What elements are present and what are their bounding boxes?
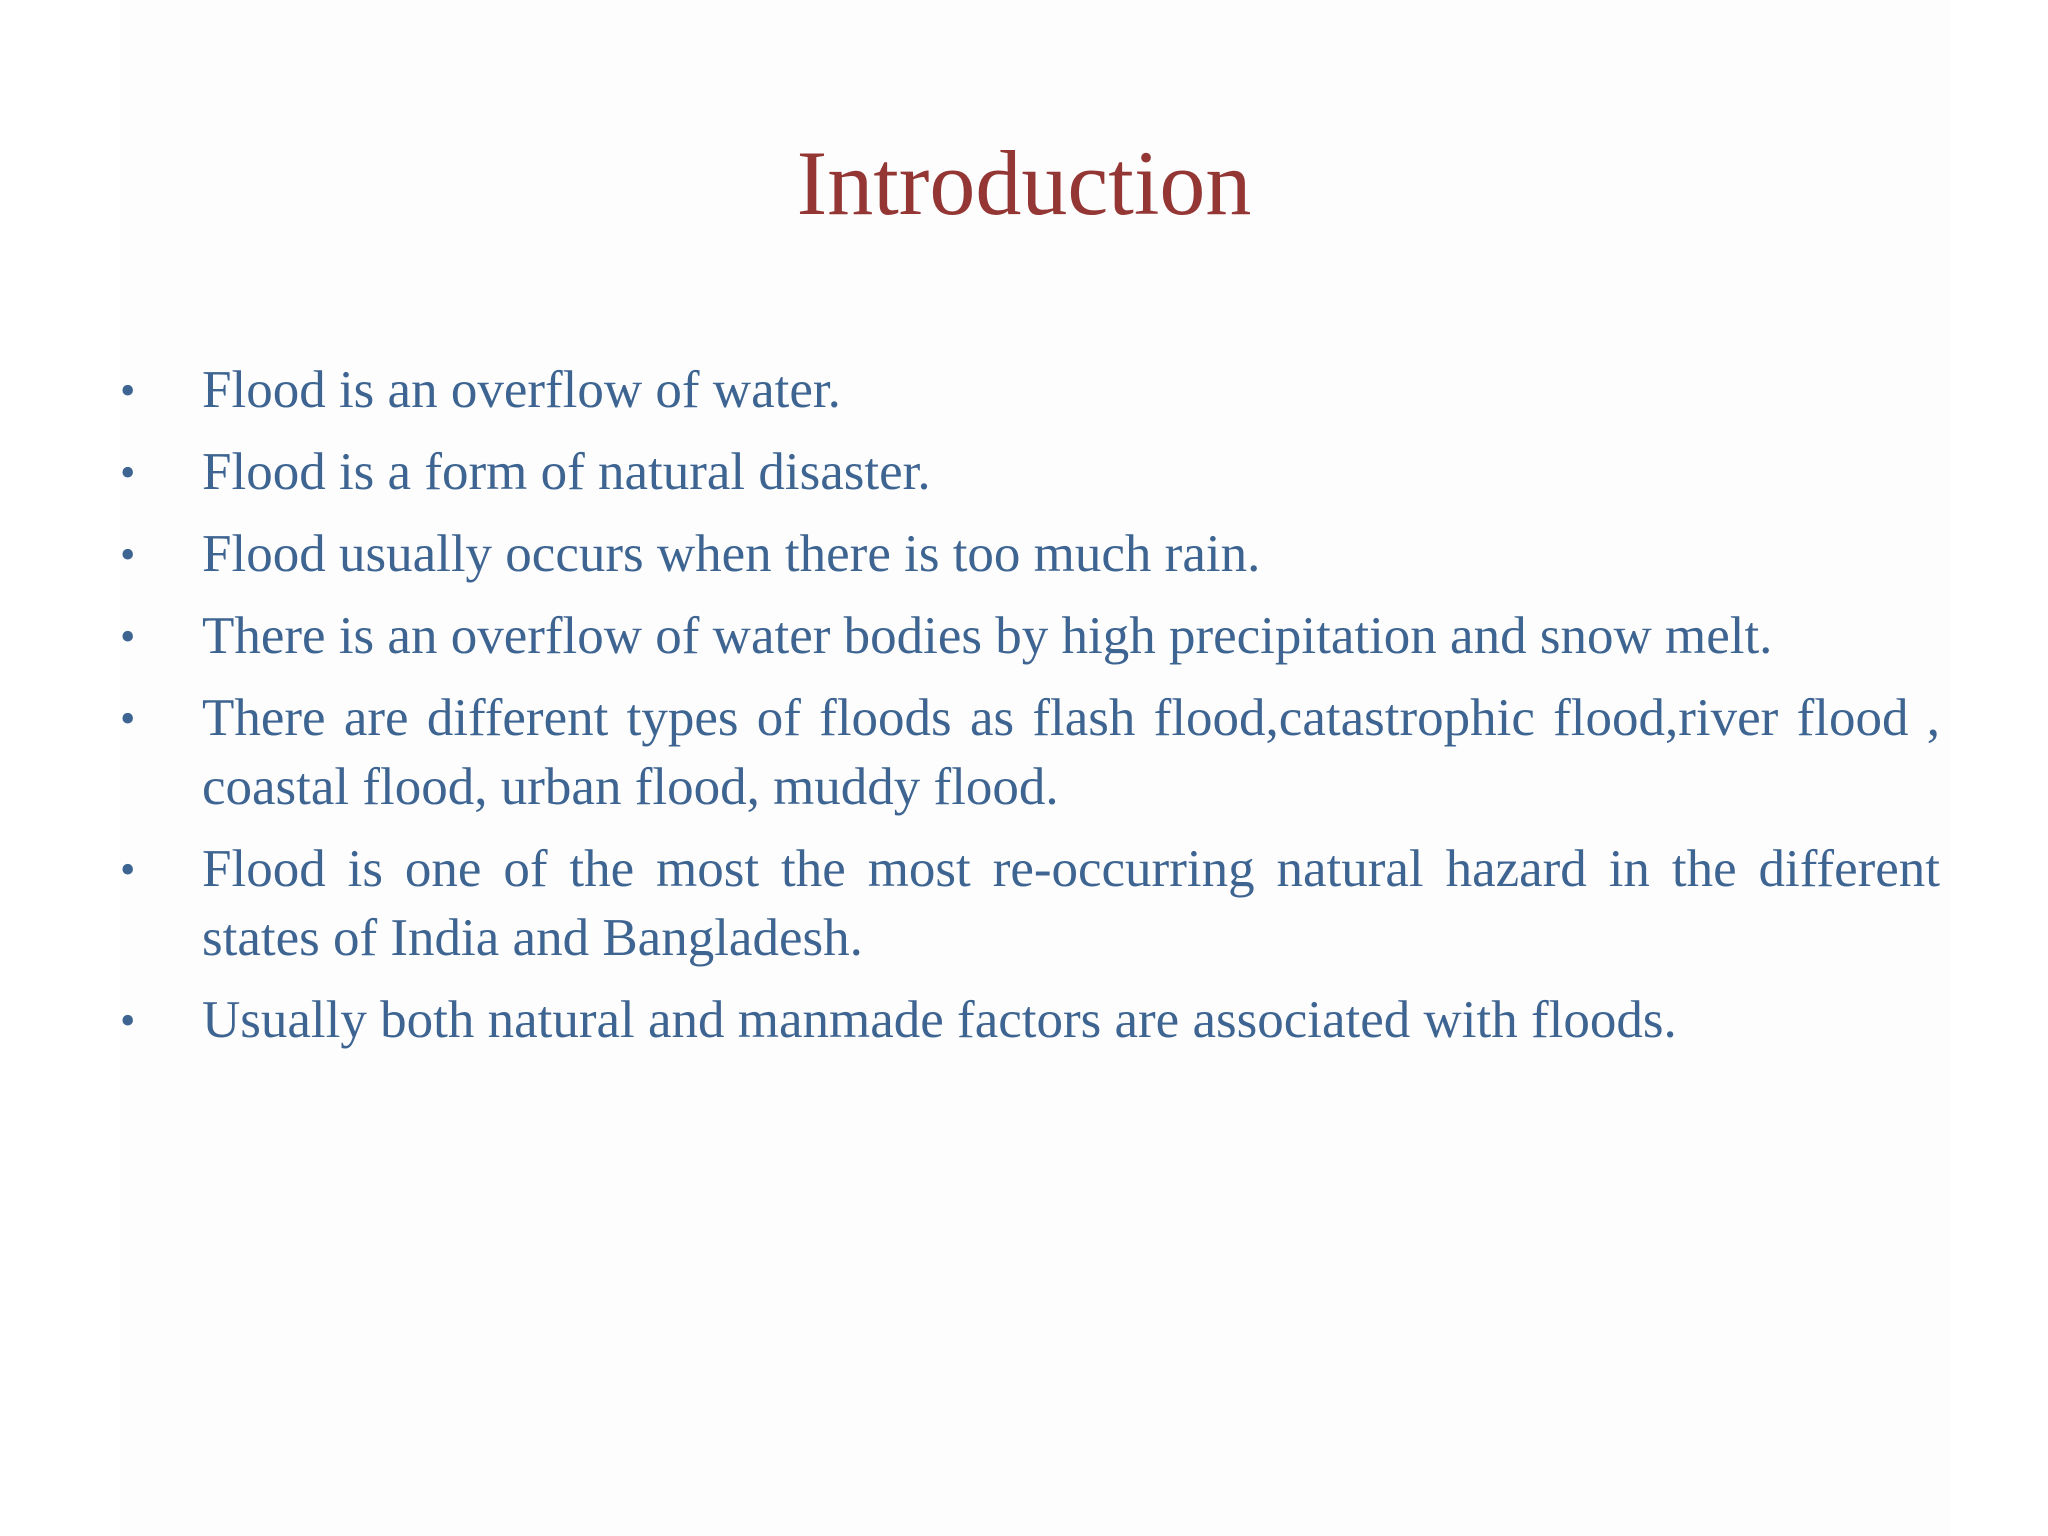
bullet-dot-icon: •: [120, 845, 136, 894]
bullet-dot-icon: •: [120, 448, 136, 497]
bullet-dot-icon: •: [120, 694, 136, 743]
bullet-dot-icon: •: [120, 530, 136, 579]
bullet-item-2: [120, 438, 1940, 507]
bullet-item-5: [120, 684, 1940, 822]
slide-title: Introduction: [796, 132, 1252, 234]
bullet-dot-icon: •: [120, 612, 136, 661]
bullet-dot-icon: •: [120, 366, 136, 415]
bullet-text-4: There is an overflow of water bodies by high precipitation and snow melt.: [202, 607, 1773, 665]
bullet-list: [120, 356, 1940, 1068]
bullet-text-2: Flood is a form of natural disaster.: [202, 443, 931, 501]
bullet-text-7: Usually both natural and manmade factors are associated with floods.: [202, 991, 1677, 1049]
bullet-item-4: [120, 602, 1940, 671]
bullet-item-6: [120, 835, 1940, 973]
bullet-item-3: [120, 520, 1940, 589]
bullet-dot-icon: •: [120, 996, 136, 1045]
bullet-item-1: [120, 356, 1940, 425]
bullet-item-7: [120, 986, 1940, 1055]
bullet-text-6: Flood is one of the most the most re-occurring natural hazard in the different states of India and Bangladesh.: [202, 840, 1940, 967]
bullet-text-1: Flood is an overflow of water.: [202, 361, 841, 419]
bullet-text-5: There are different types of floods as flash flood,catastrophic flood,river flood , coastal flood, urban flood, muddy flood.: [202, 689, 1940, 816]
bullet-text-3: Flood usually occurs when there is too much rain.: [202, 525, 1261, 583]
